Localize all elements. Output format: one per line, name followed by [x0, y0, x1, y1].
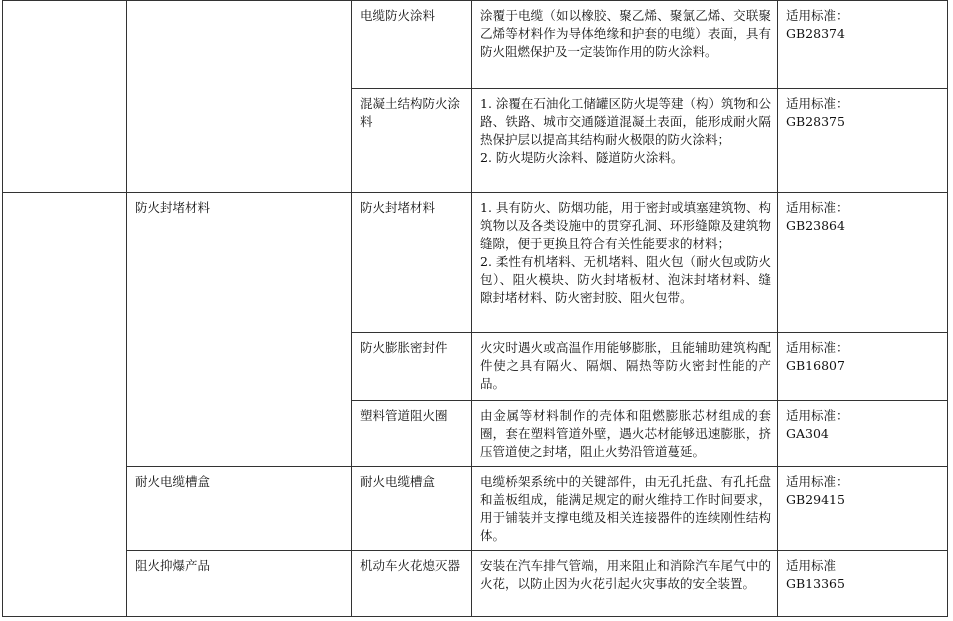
standard-code: GB29415: [786, 492, 845, 507]
product-cell: 塑料管道阻火圈: [352, 401, 472, 467]
standard-code: GB13365: [786, 576, 845, 591]
product-cell: 防火膨胀密封件: [352, 333, 472, 401]
description-cell: [472, 401, 778, 467]
product-cell: 耐火电缆槽盒: [352, 467, 472, 551]
description-text: 火灾时遇火或高温作用能够膨胀，且能辅助建筑构配件使之具有隔火、隔烟、隔热等防火密封性能的产品。: [480, 340, 771, 391]
category-cell: 防火封堵材料: [127, 193, 352, 467]
description-text: 由金属等材料制作的壳体和阻燃膨胀芯材组成的套圈，套在塑料管道外壁，遇火芯材能够迅速膨胀，挤压管道使之封堵，阻止火势沿管道蔓延。: [480, 408, 771, 459]
standard-label: 适用标准: [786, 558, 837, 573]
blank-cell: [3, 193, 127, 617]
standard-code: GB28374: [786, 26, 845, 41]
category-cell: 阻火抑爆产品: [127, 551, 352, 617]
product-cell: 电缆防火涂料: [352, 1, 472, 89]
standard-cell: [778, 89, 948, 193]
standard-label: 适用标准：: [786, 340, 849, 355]
product-cell: 机动车火花熄灭器: [352, 551, 472, 617]
description-text: 1. 涂覆在石油化工储罐区防火堤等建（构）筑物和公路、铁路、城市交通隧道混凝土表面，能形成耐火隔热保护层以提高其结构耐火极限的防火涂料；: [480, 96, 771, 147]
description-cell: [472, 193, 778, 333]
standard-cell: [778, 333, 948, 401]
table-row: [3, 551, 948, 617]
standard-code: GB23864: [786, 218, 845, 233]
description-cell: [472, 89, 778, 193]
standard-cell: [778, 551, 948, 617]
product-cell: 混凝土结构防火涂料: [352, 89, 472, 193]
description-cell: [472, 551, 778, 617]
standard-code: GA304: [786, 426, 829, 441]
category-cell: [127, 1, 352, 193]
category-cell: 耐火电缆槽盒: [127, 467, 352, 551]
description-text: 2. 防火堤防火涂料、隧道防火涂料。: [480, 150, 684, 165]
description-text: 安装在汽车排气管端，用来阻止和消除汽车尾气中的火花，以防止因为火花引起火灾事故的安全装置。: [480, 558, 771, 591]
standard-label: 适用标准：: [786, 474, 849, 489]
standard-code: GB28375: [786, 114, 845, 129]
product-cell: 防火封堵材料: [352, 193, 472, 333]
standard-label: 适用标准：: [786, 96, 849, 111]
standard-label: 适用标准：: [786, 200, 849, 215]
standard-cell: [778, 193, 948, 333]
blank-cell: [3, 1, 127, 193]
standard-cell: [778, 401, 948, 467]
standard-code: GB16807: [786, 358, 845, 373]
standard-label: 适用标准：: [786, 8, 849, 23]
table-row: [3, 193, 948, 333]
table-row: [3, 1, 948, 89]
description-cell: [472, 1, 778, 89]
standard-cell: [778, 1, 948, 89]
standard-label: 适用标准：: [786, 408, 849, 423]
standard-cell: [778, 467, 948, 551]
description-text: 1. 具有防火、防烟功能，用于密封或填塞建筑物、构筑物以及各类设施中的贯穿孔洞、环形缝隙及建筑物缝隙，便于更换且符合有关性能要求的材料；: [480, 200, 771, 251]
description-cell: [472, 467, 778, 551]
description-cell: [472, 333, 778, 401]
description-text: 2. 柔性有机堵料、无机堵料、阻火包（耐火包或防火包）、阻火模块、防火封堵板材、泡沫封堵材料、缝隙封堵材料、防火密封胶、阻火包带。: [480, 254, 771, 305]
table-row: [3, 467, 948, 551]
description-text: 电缆桥架系统中的关键部件，由无孔托盘、有孔托盘和盖板组成，能满足规定的耐火维持工作时间要求，用于铺装并支撑电缆及相关连接器件的连续刚性结构体。: [480, 474, 771, 543]
standards-table: [2, 0, 948, 617]
description-text: 涂覆于电缆（如以橡胶、聚乙烯、聚氯乙烯、交联聚乙烯等材料作为导体绝缘和护套的电缆）表面，具有防火阻燃保护及一定装饰作用的防火涂料。: [480, 8, 771, 59]
